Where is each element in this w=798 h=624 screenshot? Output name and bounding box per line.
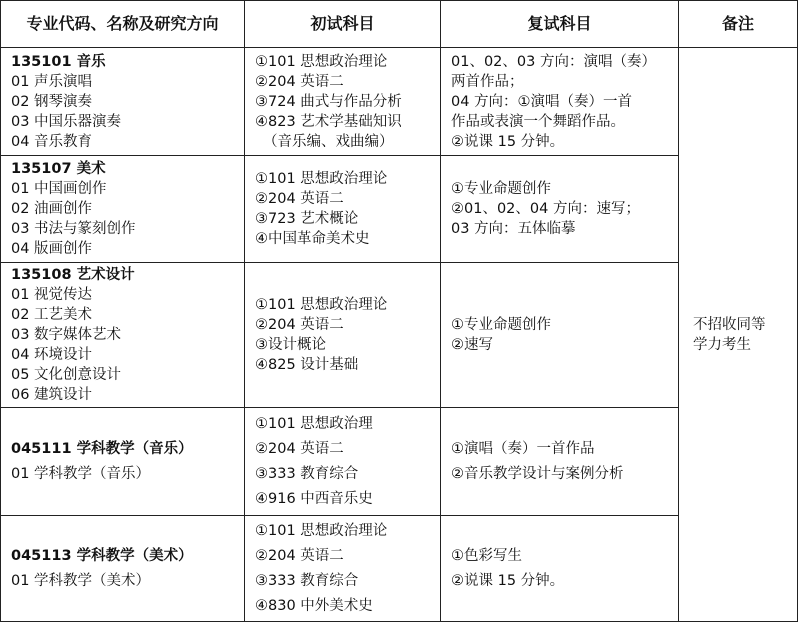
retest-subject: ②音乐教学设计与案例分析 — [451, 465, 624, 482]
major-direction: 06 建筑设计 — [11, 387, 93, 403]
initial-subject: ④830 中外美术史 — [255, 597, 373, 614]
initial-subject: ①101 思想政治理论 — [255, 171, 388, 187]
initial-subject: ④中国革命美术史 — [255, 231, 370, 247]
initial-subject: ①101 思想政治理论 — [255, 53, 388, 70]
initial-subject: ①101 思想政治理 — [255, 415, 373, 432]
header-retest-subjects: 复试科目 — [441, 1, 679, 48]
initial-subject: ③333 教育综合 — [255, 572, 359, 589]
initial-subject: ②204 英语二 — [255, 191, 344, 207]
retest-subjects-cell — [441, 48, 679, 156]
initial-subject: ②204 英语二 — [255, 317, 344, 333]
retest-subject: 03 方向：五体临摹 — [451, 221, 576, 237]
retest-subject: ①专业命题创作 — [451, 317, 551, 333]
initial-subjects-cell — [245, 408, 441, 516]
major-code-name: 135101 音乐 — [11, 53, 106, 70]
major-direction: 04 环境设计 — [11, 347, 93, 363]
table-row — [1, 156, 798, 263]
retest-subject: ①专业命题创作 — [451, 181, 551, 197]
header-major: 专业代码、名称及研究方向 — [1, 1, 245, 48]
retest-subject: ②说课 15 分钟。 — [451, 133, 565, 150]
major-direction: 04 音乐教育 — [11, 133, 93, 150]
retest-subjects-cell — [441, 516, 679, 622]
table-row — [1, 48, 798, 156]
initial-subjects-cell — [245, 156, 441, 263]
remarks-cell — [679, 48, 798, 622]
major-direction: 05 文化创意设计 — [11, 367, 122, 383]
major-direction: 02 工艺美术 — [11, 307, 93, 323]
initial-subject: ①101 思想政治理论 — [255, 522, 388, 539]
table-row — [1, 263, 798, 408]
initial-subject: ①101 思想政治理论 — [255, 297, 388, 313]
major-code-name: 135107 美术 — [11, 161, 106, 177]
table-row — [1, 408, 798, 516]
major-direction: 03 数字媒体艺术 — [11, 327, 122, 343]
initial-subject: ②204 英语二 — [255, 547, 344, 564]
major-direction: 03 书法与篆刻创作 — [11, 221, 136, 237]
initial-subject: ③设计概论 — [255, 337, 326, 353]
retest-subject: ②速写 — [451, 337, 493, 353]
major-cell — [1, 156, 245, 263]
header-initial-subjects: 初试科目 — [245, 1, 441, 48]
major-code-name: 135108 艺术设计 — [11, 267, 135, 283]
retest-subject: ②说课 15 分钟。 — [451, 572, 565, 589]
major-direction: 02 钢琴演奏 — [11, 93, 93, 110]
retest-subject: ②01、02、04 方向：速写； — [451, 201, 640, 217]
major-direction: 01 声乐演唱 — [11, 73, 93, 90]
major-direction: 02 油画创作 — [11, 201, 93, 217]
retest-subjects-cell — [441, 156, 679, 263]
initial-subject: ②204 英语二 — [255, 440, 344, 457]
major-direction: 01 学科教学（音乐） — [11, 465, 151, 482]
retest-subject: 两首作品； — [451, 73, 524, 90]
initial-subjects-cell — [245, 516, 441, 622]
major-cell — [1, 263, 245, 408]
retest-subjects-cell — [441, 263, 679, 408]
initial-subject: ③724 曲式与作品分析 — [255, 93, 402, 110]
retest-subject: 01、02、03 方向：演唱（奏） — [451, 53, 656, 70]
major-direction: 01 中国画创作 — [11, 181, 107, 197]
remarks-text: 学力考生 — [693, 336, 751, 353]
initial-subject: ③723 艺术概论 — [255, 211, 359, 227]
remarks-text: 不招收同等 — [693, 316, 766, 333]
retest-subject: 作品或表演一个舞蹈作品。 — [451, 113, 625, 130]
initial-subject: ②204 英语二 — [255, 73, 344, 90]
retest-subject: 04 方向：①演唱（奏）一首 — [451, 93, 633, 110]
major-code-name: 045113 学科教学（美术） — [11, 547, 193, 564]
initial-subject: ③333 教育综合 — [255, 465, 359, 482]
major-direction: 01 视觉传达 — [11, 287, 93, 303]
retest-subject: ①演唱（奏）一首作品 — [451, 440, 595, 457]
initial-subject: ④916 中西音乐史 — [255, 490, 373, 507]
header-remarks: 备注 — [679, 1, 798, 48]
major-direction: 01 学科教学（美术） — [11, 572, 151, 589]
initial-subjects-cell — [245, 48, 441, 156]
major-cell — [1, 48, 245, 156]
initial-subject: ④825 设计基础 — [255, 357, 359, 373]
major-cell — [1, 408, 245, 516]
major-code-name: 045111 学科教学（音乐） — [11, 440, 193, 457]
table-row — [1, 516, 798, 622]
retest-subjects-cell — [441, 408, 679, 516]
major-direction: 04 版画创作 — [11, 241, 93, 257]
header-row — [1, 1, 798, 48]
initial-subject: （音乐编、戏曲编） — [263, 133, 394, 150]
initial-subject: ④823 艺术学基础知识 — [255, 113, 402, 130]
initial-subjects-cell — [245, 263, 441, 408]
major-cell — [1, 516, 245, 622]
major-direction: 03 中国乐器演奏 — [11, 113, 122, 130]
retest-subject: ①色彩写生 — [451, 547, 522, 564]
